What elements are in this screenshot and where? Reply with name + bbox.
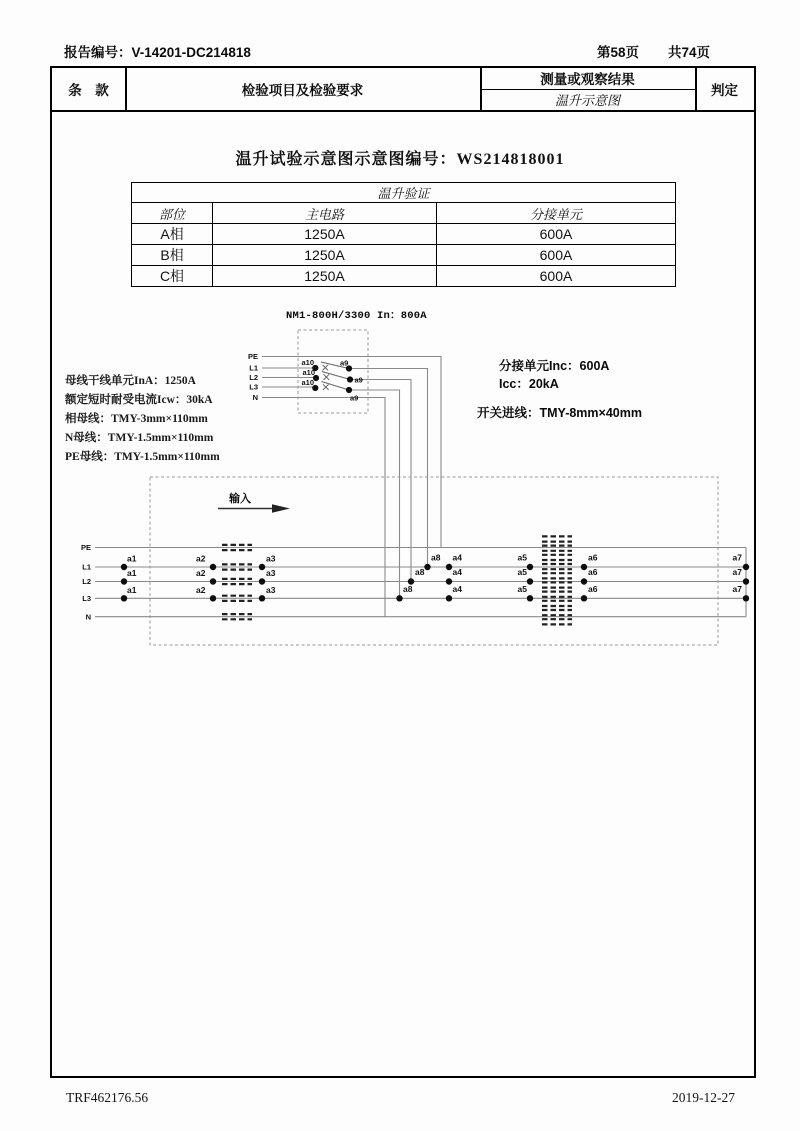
- node-label-a9: a9: [340, 358, 349, 368]
- busbar-joint: [542, 555, 572, 560]
- verify-table: [131, 182, 676, 287]
- note-phase-bus: 相母线：TMY-3mm×110mm: [65, 413, 208, 425]
- node-label-a9: a9: [350, 393, 359, 403]
- svg-text:a8: a8: [431, 552, 441, 563]
- svg-text:a4: a4: [452, 584, 462, 594]
- svg-text:a1: a1: [127, 585, 137, 595]
- svg-text:a2: a2: [196, 553, 206, 564]
- verify-table-caption: 温升验证: [132, 183, 676, 203]
- table-row: A相 1250A 600A: [132, 224, 676, 245]
- svg-text:a2: a2: [196, 585, 206, 595]
- node-dot-a9: [347, 376, 353, 382]
- page-total: 共74页: [668, 45, 711, 60]
- note-pe-bus: PE母线：TMY-1.5mm×110mm: [65, 451, 220, 463]
- switch-cross-marks: [323, 365, 330, 390]
- busbar-joint: [542, 601, 572, 606]
- node-dots: [121, 564, 749, 602]
- node-label-a10: a10: [301, 378, 314, 387]
- input-label: 输入: [229, 493, 251, 505]
- svg-text:a3: a3: [266, 568, 276, 578]
- svg-text:a1: a1: [127, 568, 137, 578]
- node-labels: [127, 553, 742, 596]
- note-n-bus: N母线：TMY-1.5mm×110mm: [65, 432, 214, 444]
- header-col-result: 测量或观察结果: [540, 72, 635, 88]
- svg-text:a4: a4: [452, 552, 462, 563]
- svg-text:a4: a4: [452, 567, 462, 577]
- svg-text:a7: a7: [732, 567, 742, 577]
- busbar-joint: [542, 536, 572, 541]
- breaker-input-pe: PE: [247, 352, 258, 361]
- header-col-clause: 条 款: [68, 83, 109, 98]
- busbar-joint: [542, 619, 572, 624]
- note-switch-inlet: 开关进线：TMY-8mm×40mm: [477, 406, 642, 420]
- svg-text:a3: a3: [266, 553, 276, 564]
- svg-text:a5: a5: [517, 584, 527, 594]
- note-icc: Icc：20kA: [499, 377, 559, 391]
- verify-col-part: 部位: [132, 203, 213, 224]
- busbar-joint: [542, 546, 572, 551]
- breaker-input-n: N: [252, 393, 258, 402]
- svg-text:a6: a6: [588, 567, 598, 577]
- bus-label-pe: PE: [80, 543, 91, 552]
- svg-text:a8: a8: [415, 567, 425, 577]
- circuit-diagram: [40, 290, 770, 660]
- footer-trf-code: TRF462176.56: [66, 1090, 149, 1105]
- breaker-input-l2: L2: [249, 373, 258, 382]
- footer-date: 2019-12-27: [672, 1090, 735, 1105]
- node-label-a10: a10: [302, 368, 315, 377]
- header-table: [50, 66, 756, 112]
- header-col-verdict: 判定: [711, 83, 738, 98]
- header-col-item: 检验项目及检验要求: [241, 83, 364, 98]
- table-row: B相 1250A 600A: [132, 245, 676, 266]
- bus-lines: [95, 548, 746, 617]
- bus-label-l2: L2: [82, 577, 91, 586]
- diagram-title: 温升试验示意图示意图编号：WS214818001: [235, 151, 565, 168]
- svg-text:a7: a7: [732, 552, 742, 563]
- bus-label-n: N: [85, 612, 91, 622]
- report-number: 报告编号：V-14201-DC214818: [64, 45, 251, 60]
- table-row: C相 1250A 600A: [132, 266, 676, 287]
- bus-label-l3: L3: [82, 594, 91, 603]
- svg-text:a6: a6: [588, 584, 598, 594]
- note-busbar-unit: 母线干线单元InA：1250A: [65, 375, 196, 387]
- svg-text:a5: a5: [517, 567, 527, 577]
- node-dot-a9: [346, 387, 352, 393]
- svg-text:a5: a5: [517, 552, 527, 563]
- page-number: 第58页: [597, 45, 640, 60]
- bus-label-l1: L1: [82, 562, 91, 572]
- breaker-title: NM1-800H/3300 In：800A: [286, 310, 427, 322]
- svg-text:a2: a2: [196, 568, 206, 578]
- node-label-a10: a10: [301, 358, 314, 367]
- busbar-joint: [542, 610, 572, 615]
- verify-col-tap: 分接单元: [437, 203, 676, 224]
- busbar-joint: [542, 592, 572, 597]
- svg-text:a7: a7: [732, 584, 742, 594]
- breaker-input-l1: L1: [249, 363, 258, 373]
- node-label-a9: a9: [354, 375, 363, 385]
- verify-col-main: 主电路: [213, 203, 437, 224]
- svg-text:a3: a3: [266, 585, 276, 595]
- input-arrow-head: [272, 504, 290, 513]
- header-col-result-sub: 温升示意图: [554, 93, 620, 108]
- breaker-input-l3: L3: [249, 382, 258, 392]
- note-icw: 额定短时耐受电流Icw：30kA: [65, 394, 213, 406]
- svg-text:a1: a1: [127, 553, 137, 564]
- note-tap-unit: 分接单元Inc：600A: [499, 359, 610, 373]
- busbar-joint: [542, 582, 572, 587]
- busbar-joint: [542, 573, 572, 578]
- svg-text:a8: a8: [403, 584, 413, 594]
- svg-text:a6: a6: [588, 552, 598, 563]
